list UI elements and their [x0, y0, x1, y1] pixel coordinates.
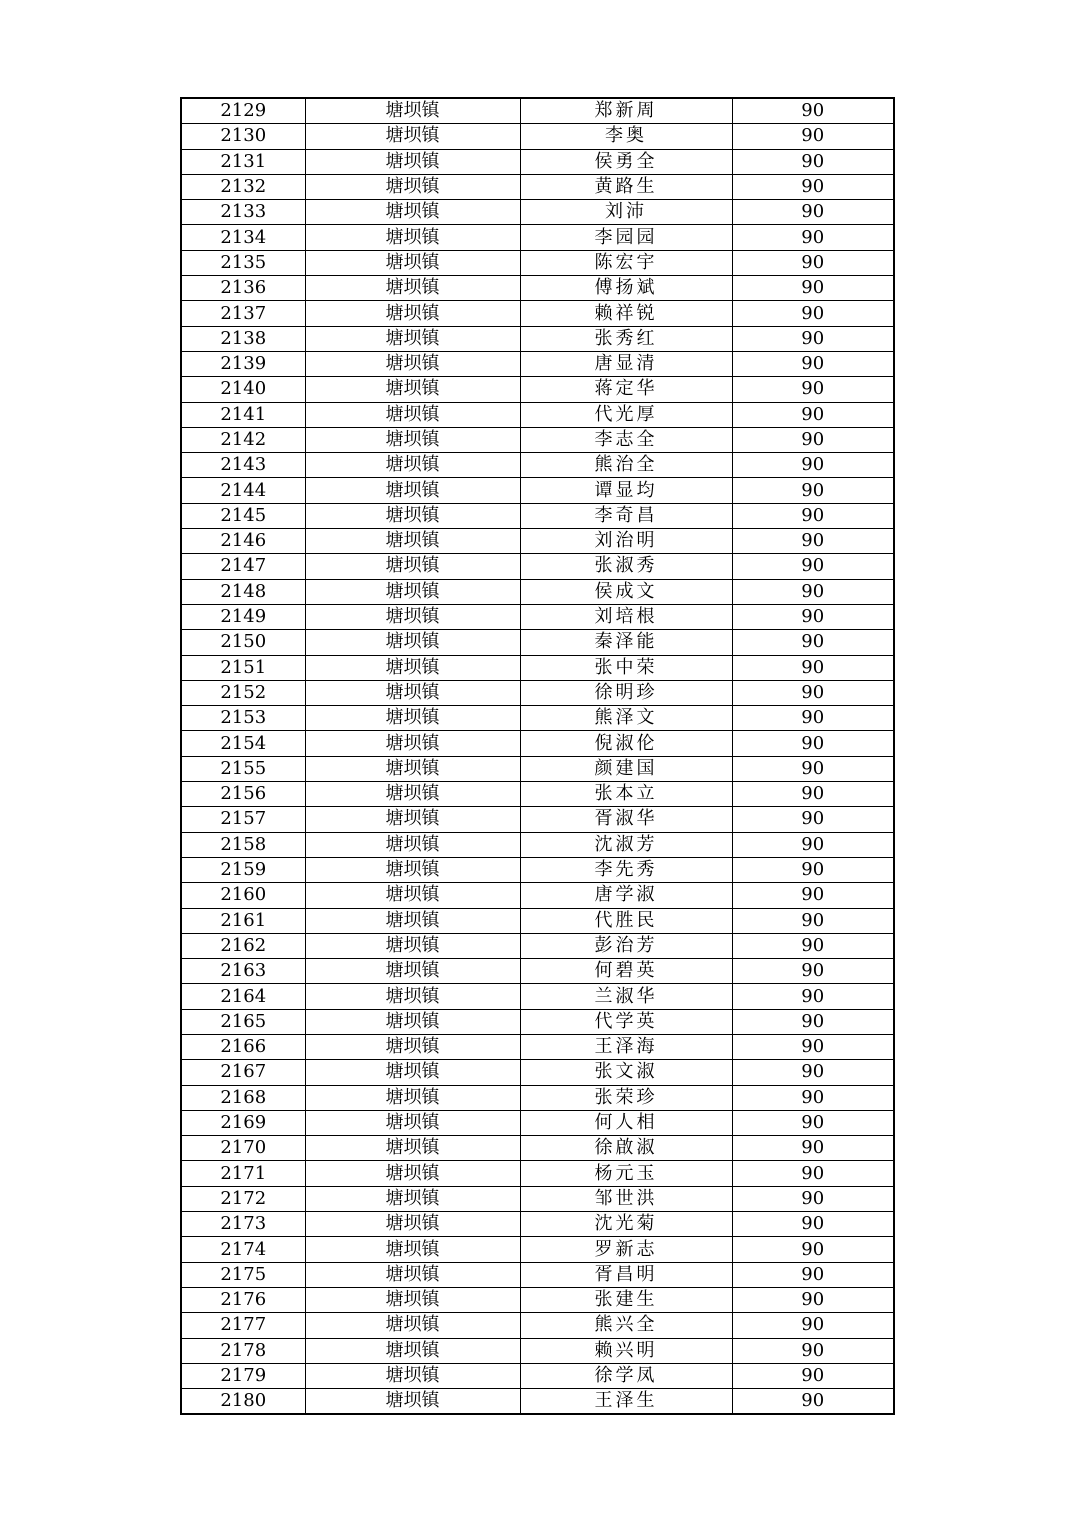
person-name-cell: 李志全 [520, 427, 732, 452]
town-cell: 塘坝镇 [305, 1085, 520, 1110]
amount-cell: 90 [732, 731, 894, 756]
amount-cell: 90 [732, 1262, 894, 1287]
row-number-cell: 2143 [181, 453, 305, 478]
row-number-cell: 2154 [181, 731, 305, 756]
amount-cell: 90 [732, 706, 894, 731]
row-number-cell: 2152 [181, 680, 305, 705]
row-number-cell: 2141 [181, 402, 305, 427]
person-name-cell: 唐显清 [520, 351, 732, 376]
row-number-cell: 2153 [181, 706, 305, 731]
town-cell: 塘坝镇 [305, 478, 520, 503]
town-cell: 塘坝镇 [305, 807, 520, 832]
table-row [181, 174, 894, 199]
person-name-cell: 何人相 [520, 1110, 732, 1135]
person-name-cell: 倪淑伦 [520, 731, 732, 756]
person-name-cell: 傅扬斌 [520, 276, 732, 301]
amount-cell: 90 [732, 1060, 894, 1085]
row-number-cell: 2147 [181, 554, 305, 579]
table-row [181, 1212, 894, 1237]
town-cell: 塘坝镇 [305, 351, 520, 376]
amount-cell: 90 [732, 579, 894, 604]
table-row [181, 1389, 894, 1415]
person-name-cell: 刘沛 [520, 200, 732, 225]
town-cell: 塘坝镇 [305, 225, 520, 250]
row-number-cell: 2133 [181, 200, 305, 225]
person-name-cell: 代学英 [520, 1009, 732, 1034]
town-cell: 塘坝镇 [305, 124, 520, 149]
person-name-cell: 秦泽能 [520, 630, 732, 655]
table-row [181, 807, 894, 832]
row-number-cell: 2168 [181, 1085, 305, 1110]
amount-cell: 90 [732, 1009, 894, 1034]
amount-cell: 90 [732, 402, 894, 427]
amount-cell: 90 [732, 1212, 894, 1237]
row-number-cell: 2136 [181, 276, 305, 301]
row-number-cell: 2149 [181, 604, 305, 629]
town-cell: 塘坝镇 [305, 554, 520, 579]
table-row [181, 1085, 894, 1110]
amount-cell: 90 [732, 1136, 894, 1161]
town-cell: 塘坝镇 [305, 427, 520, 452]
table-row [181, 984, 894, 1009]
amount-cell: 90 [732, 250, 894, 275]
row-number-cell: 2161 [181, 908, 305, 933]
row-number-cell: 2176 [181, 1287, 305, 1312]
row-number-cell: 2138 [181, 326, 305, 351]
amount-cell: 90 [732, 554, 894, 579]
amount-cell: 90 [732, 857, 894, 882]
row-number-cell: 2130 [181, 124, 305, 149]
row-number-cell: 2170 [181, 1136, 305, 1161]
town-cell: 塘坝镇 [305, 959, 520, 984]
person-name-cell: 刘治明 [520, 529, 732, 554]
row-number-cell: 2146 [181, 529, 305, 554]
amount-cell: 90 [732, 529, 894, 554]
row-number-cell: 2164 [181, 984, 305, 1009]
table-row [181, 98, 894, 124]
row-number-cell: 2129 [181, 98, 305, 124]
amount-cell: 90 [732, 933, 894, 958]
amount-cell: 90 [732, 959, 894, 984]
table-row [181, 1237, 894, 1262]
town-cell: 塘坝镇 [305, 1034, 520, 1059]
row-number-cell: 2162 [181, 933, 305, 958]
amount-cell: 90 [732, 453, 894, 478]
town-cell: 塘坝镇 [305, 756, 520, 781]
person-name-cell: 王泽生 [520, 1389, 732, 1415]
table-body [181, 98, 894, 1414]
table-row [181, 1009, 894, 1034]
amount-cell: 90 [732, 1363, 894, 1388]
town-cell: 塘坝镇 [305, 1262, 520, 1287]
person-name-cell: 张荣珍 [520, 1085, 732, 1110]
person-name-cell: 李先秀 [520, 857, 732, 882]
row-number-cell: 2160 [181, 883, 305, 908]
table-row [181, 250, 894, 275]
row-number-cell: 2140 [181, 377, 305, 402]
table-row [181, 1186, 894, 1211]
town-cell: 塘坝镇 [305, 731, 520, 756]
row-number-cell: 2178 [181, 1338, 305, 1363]
town-cell: 塘坝镇 [305, 908, 520, 933]
amount-cell: 90 [732, 377, 894, 402]
person-name-cell: 张秀红 [520, 326, 732, 351]
person-name-cell: 张中荣 [520, 655, 732, 680]
town-cell: 塘坝镇 [305, 1363, 520, 1388]
person-name-cell: 王泽海 [520, 1034, 732, 1059]
table-row [181, 883, 894, 908]
person-name-cell: 胥昌明 [520, 1262, 732, 1287]
amount-cell: 90 [732, 276, 894, 301]
row-number-cell: 2134 [181, 225, 305, 250]
town-cell: 塘坝镇 [305, 326, 520, 351]
table-row [181, 427, 894, 452]
row-number-cell: 2173 [181, 1212, 305, 1237]
table-row [181, 402, 894, 427]
town-cell: 塘坝镇 [305, 1287, 520, 1312]
person-name-cell: 侯成文 [520, 579, 732, 604]
row-number-cell: 2157 [181, 807, 305, 832]
town-cell: 塘坝镇 [305, 503, 520, 528]
table-row [181, 124, 894, 149]
table-row [181, 276, 894, 301]
person-name-cell: 代光厚 [520, 402, 732, 427]
town-cell: 塘坝镇 [305, 782, 520, 807]
row-number-cell: 2166 [181, 1034, 305, 1059]
table-row [181, 579, 894, 604]
table-row [181, 326, 894, 351]
row-number-cell: 2131 [181, 149, 305, 174]
town-cell: 塘坝镇 [305, 1060, 520, 1085]
table-row [181, 731, 894, 756]
table-row [181, 225, 894, 250]
person-name-cell: 李园园 [520, 225, 732, 250]
row-number-cell: 2132 [181, 174, 305, 199]
table-row [181, 377, 894, 402]
amount-cell: 90 [732, 1313, 894, 1338]
amount-cell: 90 [732, 124, 894, 149]
table-row [181, 630, 894, 655]
amount-cell: 90 [732, 655, 894, 680]
row-number-cell: 2165 [181, 1009, 305, 1034]
row-number-cell: 2179 [181, 1363, 305, 1388]
row-number-cell: 2148 [181, 579, 305, 604]
amount-cell: 90 [732, 301, 894, 326]
person-name-cell: 徐明珍 [520, 680, 732, 705]
person-name-cell: 张建生 [520, 1287, 732, 1312]
town-cell: 塘坝镇 [305, 832, 520, 857]
person-name-cell: 彭治芳 [520, 933, 732, 958]
amount-cell: 90 [732, 756, 894, 781]
amount-cell: 90 [732, 174, 894, 199]
table-row [181, 706, 894, 731]
table-row [181, 453, 894, 478]
town-cell: 塘坝镇 [305, 1136, 520, 1161]
amount-cell: 90 [732, 883, 894, 908]
table-row [181, 503, 894, 528]
person-name-cell: 兰淑华 [520, 984, 732, 1009]
row-number-cell: 2156 [181, 782, 305, 807]
person-name-cell: 熊泽文 [520, 706, 732, 731]
amount-cell: 90 [732, 1287, 894, 1312]
amount-cell: 90 [732, 351, 894, 376]
table-row [181, 604, 894, 629]
town-cell: 塘坝镇 [305, 984, 520, 1009]
amount-cell: 90 [732, 782, 894, 807]
town-cell: 塘坝镇 [305, 1161, 520, 1186]
row-number-cell: 2174 [181, 1237, 305, 1262]
row-number-cell: 2163 [181, 959, 305, 984]
person-name-cell: 颜建国 [520, 756, 732, 781]
person-name-cell: 邹世洪 [520, 1186, 732, 1211]
table-row [181, 1110, 894, 1135]
table-row [181, 1262, 894, 1287]
row-number-cell: 2159 [181, 857, 305, 882]
table-row [181, 351, 894, 376]
person-name-cell: 何碧英 [520, 959, 732, 984]
table-row [181, 1060, 894, 1085]
amount-cell: 90 [732, 503, 894, 528]
amount-cell: 90 [732, 1389, 894, 1415]
table-row [181, 782, 894, 807]
table-row [181, 655, 894, 680]
table-row [181, 959, 894, 984]
person-name-cell: 徐啟淑 [520, 1136, 732, 1161]
row-number-cell: 2158 [181, 832, 305, 857]
person-name-cell: 黄路生 [520, 174, 732, 199]
town-cell: 塘坝镇 [305, 276, 520, 301]
amount-cell: 90 [732, 149, 894, 174]
table-row [181, 1161, 894, 1186]
person-name-cell: 刘培根 [520, 604, 732, 629]
person-name-cell: 赖祥锐 [520, 301, 732, 326]
amount-cell: 90 [732, 98, 894, 124]
town-cell: 塘坝镇 [305, 857, 520, 882]
person-name-cell: 陈宏宇 [520, 250, 732, 275]
table-row [181, 529, 894, 554]
row-number-cell: 2139 [181, 351, 305, 376]
row-number-cell: 2137 [181, 301, 305, 326]
amount-cell: 90 [732, 225, 894, 250]
data-table [180, 97, 895, 1415]
amount-cell: 90 [732, 200, 894, 225]
row-number-cell: 2135 [181, 250, 305, 275]
amount-cell: 90 [732, 680, 894, 705]
row-number-cell: 2175 [181, 1262, 305, 1287]
town-cell: 塘坝镇 [305, 1186, 520, 1211]
amount-cell: 90 [732, 326, 894, 351]
amount-cell: 90 [732, 604, 894, 629]
amount-cell: 90 [732, 1338, 894, 1363]
town-cell: 塘坝镇 [305, 453, 520, 478]
amount-cell: 90 [732, 1161, 894, 1186]
person-name-cell: 代胜民 [520, 908, 732, 933]
town-cell: 塘坝镇 [305, 377, 520, 402]
table-row [181, 554, 894, 579]
town-cell: 塘坝镇 [305, 174, 520, 199]
row-number-cell: 2142 [181, 427, 305, 452]
town-cell: 塘坝镇 [305, 655, 520, 680]
town-cell: 塘坝镇 [305, 883, 520, 908]
person-name-cell: 李奇昌 [520, 503, 732, 528]
person-name-cell: 唐学淑 [520, 883, 732, 908]
person-name-cell: 谭显均 [520, 478, 732, 503]
table-row [181, 933, 894, 958]
town-cell: 塘坝镇 [305, 98, 520, 124]
amount-cell: 90 [732, 427, 894, 452]
town-cell: 塘坝镇 [305, 604, 520, 629]
row-number-cell: 2180 [181, 1389, 305, 1415]
table-row [181, 200, 894, 225]
person-name-cell: 张淑秀 [520, 554, 732, 579]
person-name-cell: 熊治全 [520, 453, 732, 478]
person-name-cell: 赖兴明 [520, 1338, 732, 1363]
table-row [181, 832, 894, 857]
town-cell: 塘坝镇 [305, 1237, 520, 1262]
person-name-cell: 胥淑华 [520, 807, 732, 832]
town-cell: 塘坝镇 [305, 579, 520, 604]
row-number-cell: 2169 [181, 1110, 305, 1135]
amount-cell: 90 [732, 1237, 894, 1262]
person-name-cell: 蒋定华 [520, 377, 732, 402]
town-cell: 塘坝镇 [305, 933, 520, 958]
amount-cell: 90 [732, 630, 894, 655]
table-row [181, 301, 894, 326]
amount-cell: 90 [732, 1186, 894, 1211]
person-name-cell: 罗新志 [520, 1237, 732, 1262]
amount-cell: 90 [732, 478, 894, 503]
amount-cell: 90 [732, 908, 894, 933]
town-cell: 塘坝镇 [305, 630, 520, 655]
town-cell: 塘坝镇 [305, 1338, 520, 1363]
table-row [181, 149, 894, 174]
person-name-cell: 杨元玉 [520, 1161, 732, 1186]
row-number-cell: 2177 [181, 1313, 305, 1338]
amount-cell: 90 [732, 1085, 894, 1110]
town-cell: 塘坝镇 [305, 1110, 520, 1135]
amount-cell: 90 [732, 984, 894, 1009]
amount-cell: 90 [732, 1110, 894, 1135]
person-name-cell: 熊兴全 [520, 1313, 732, 1338]
row-number-cell: 2151 [181, 655, 305, 680]
person-name-cell: 张本立 [520, 782, 732, 807]
person-name-cell: 李奥 [520, 124, 732, 149]
town-cell: 塘坝镇 [305, 402, 520, 427]
town-cell: 塘坝镇 [305, 1009, 520, 1034]
table-row [181, 1338, 894, 1363]
row-number-cell: 2172 [181, 1186, 305, 1211]
person-name-cell: 沈淑芳 [520, 832, 732, 857]
table-row [181, 1034, 894, 1059]
amount-cell: 90 [732, 807, 894, 832]
person-name-cell: 郑新周 [520, 98, 732, 124]
table-row [181, 1287, 894, 1312]
table-row [181, 1313, 894, 1338]
table-row [181, 680, 894, 705]
amount-cell: 90 [732, 832, 894, 857]
row-number-cell: 2167 [181, 1060, 305, 1085]
table-row [181, 1363, 894, 1388]
town-cell: 塘坝镇 [305, 1212, 520, 1237]
row-number-cell: 2171 [181, 1161, 305, 1186]
town-cell: 塘坝镇 [305, 529, 520, 554]
town-cell: 塘坝镇 [305, 1313, 520, 1338]
table-row [181, 1136, 894, 1161]
town-cell: 塘坝镇 [305, 301, 520, 326]
row-number-cell: 2144 [181, 478, 305, 503]
town-cell: 塘坝镇 [305, 200, 520, 225]
row-number-cell: 2145 [181, 503, 305, 528]
table-row [181, 857, 894, 882]
person-name-cell: 张文淑 [520, 1060, 732, 1085]
person-name-cell: 徐学凤 [520, 1363, 732, 1388]
row-number-cell: 2150 [181, 630, 305, 655]
town-cell: 塘坝镇 [305, 149, 520, 174]
town-cell: 塘坝镇 [305, 1389, 520, 1415]
table-row [181, 756, 894, 781]
town-cell: 塘坝镇 [305, 250, 520, 275]
table-row [181, 478, 894, 503]
town-cell: 塘坝镇 [305, 680, 520, 705]
table-row [181, 908, 894, 933]
amount-cell: 90 [732, 1034, 894, 1059]
town-cell: 塘坝镇 [305, 706, 520, 731]
row-number-cell: 2155 [181, 756, 305, 781]
person-name-cell: 侯勇全 [520, 149, 732, 174]
person-name-cell: 沈光菊 [520, 1212, 732, 1237]
